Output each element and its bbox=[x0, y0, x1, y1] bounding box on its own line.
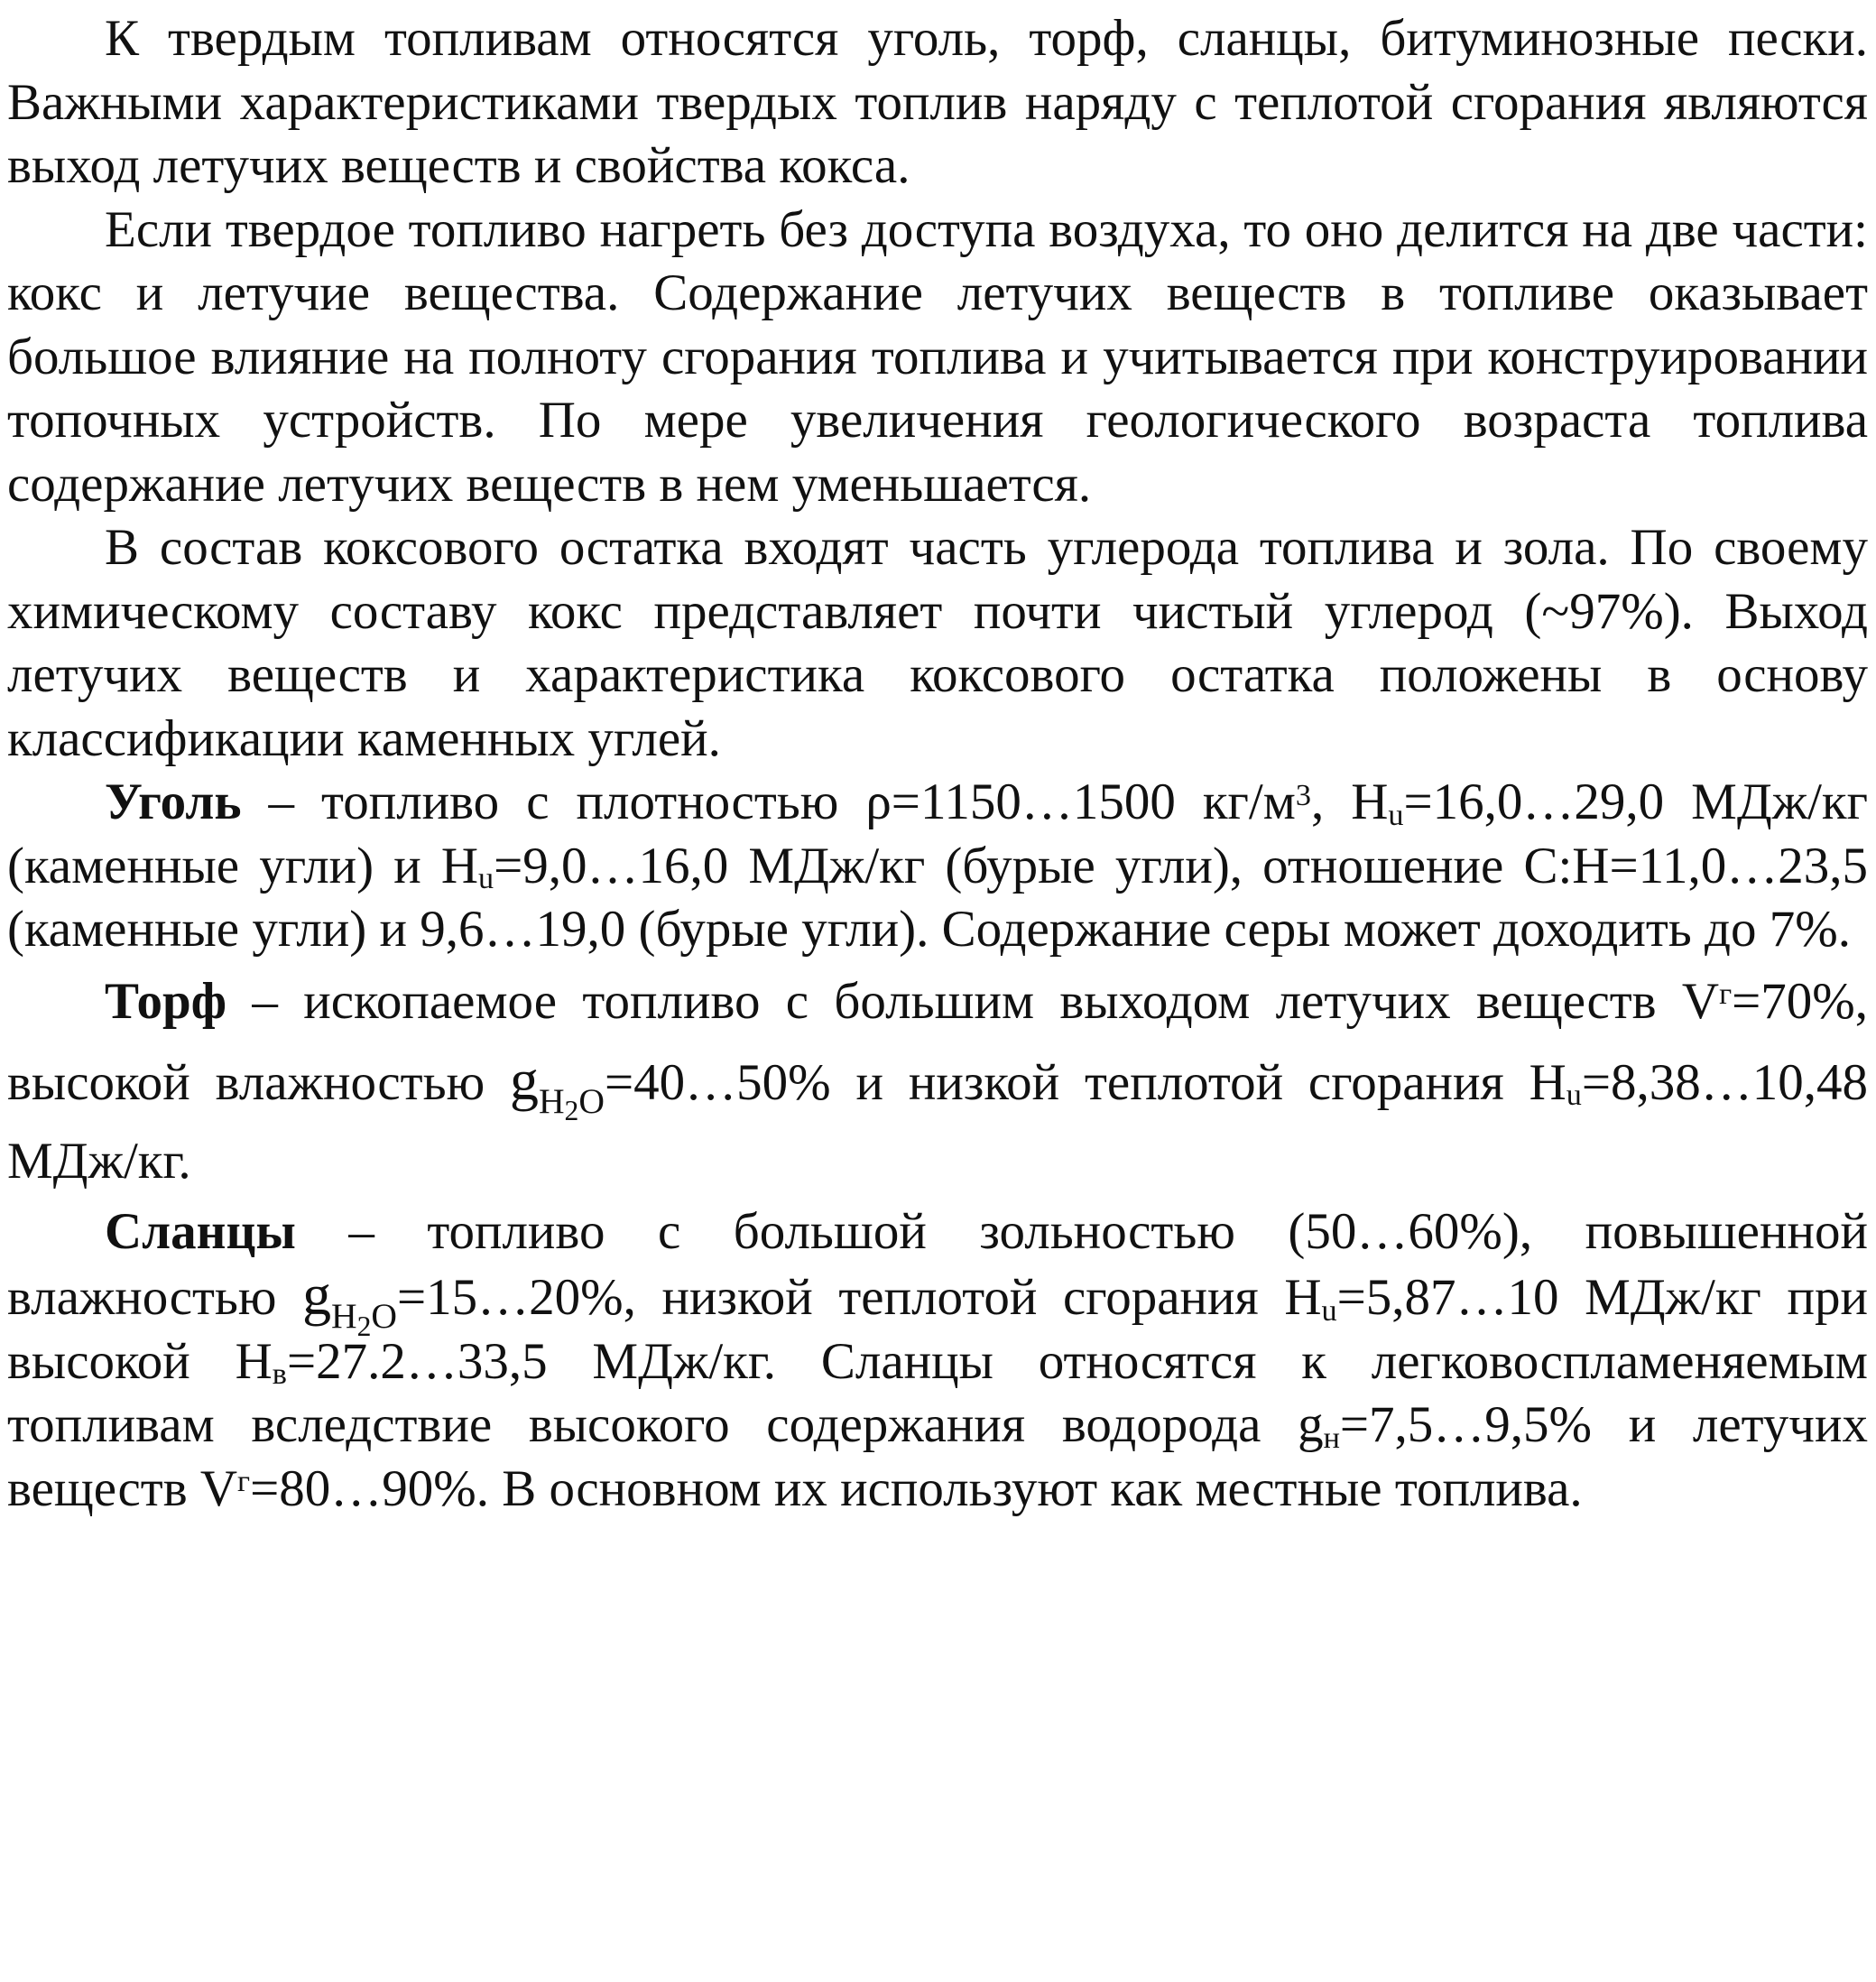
paragraph-volatile-matter: Если твердое топливо нагреть без доступа воздуха, то оно делится на две части: кокс и летучие вещества. Содержание летучих веществ в топливе оказывает большое влияние на полноту сгорания топлива и учитывается при конструировании топочных устройств. По мере увеличения геологического возраста топлива содержание летучих веществ в нем уменьшается. bbox=[7, 200, 1868, 513]
term-coal: Уголь bbox=[105, 773, 242, 830]
paragraph-coke-residue: В состав коксового остатка входят часть углерода топлива и зола. По своему химическому составу кокс представляет почти чистый углерод (~97%). Выход летучих веществ и характеристика коксового остатка положены в основу классификации каменных углей. bbox=[7, 519, 1868, 767]
term-shale: Сланцы bbox=[105, 1202, 296, 1260]
document-page bbox=[7, 7, 1868, 1521]
term-peat: Торф bbox=[105, 972, 227, 1030]
paragraph-peat: Торф – ископаемое топливо с большим выходом летучих веществ $V^г=70\%$, высокой влажностью $g_{H_2O}=40\dots 50\%$ и низкой теплотой сгорания $H_u=8,38\dots 10,48$ МДж/кг. bbox=[7, 972, 1868, 1190]
moisture-symbol: $g_{H_2O}$ bbox=[510, 1047, 605, 1127]
paragraph-shale: Сланцы – топливо с большой зольностью (50…60%), повышенной влажностью $g_{H_2O}=15\dots 20\%$, низкой теплотой сгорания $H_u=5,87\dots 10$ МДж/кг при высокой $H_в=27.2\dots 33,5$ МДж/кг. Сланцы относятся к легковоспламеняемым топливам вследствие высокого содержания водорода $g_н=7,5\dots 9,5\%$ и летучих веществ $V^г=80\dots 90\%$. В основном их используют как местные топлива. bbox=[7, 1202, 1869, 1517]
moisture-symbol: $g_{H_2O}$ bbox=[302, 1263, 398, 1342]
paragraph-solid-fuels-intro: К твердым топливам относятся уголь, торф, сланцы, битуминозные пески. Важными характеристиками твердых топлив наряду с теплотой сгорания являются выход летучих веществ и свойства кокса. bbox=[7, 10, 1868, 194]
paragraph-coal: Уголь – топливо с плотностью ρ=1150…1500 $кг/м^3$, $H_u=16,0\dots 29,0$ МДж/кг (каменные угли) и $H_u=9,0\dots 16,0$ МДж/кг (бурые угли), отношение С:Н=11,0…23,5 (каменные угли) и 9,6…19,0 (бурые угли). Содержание серы может доходить до 7%. bbox=[7, 773, 1869, 958]
